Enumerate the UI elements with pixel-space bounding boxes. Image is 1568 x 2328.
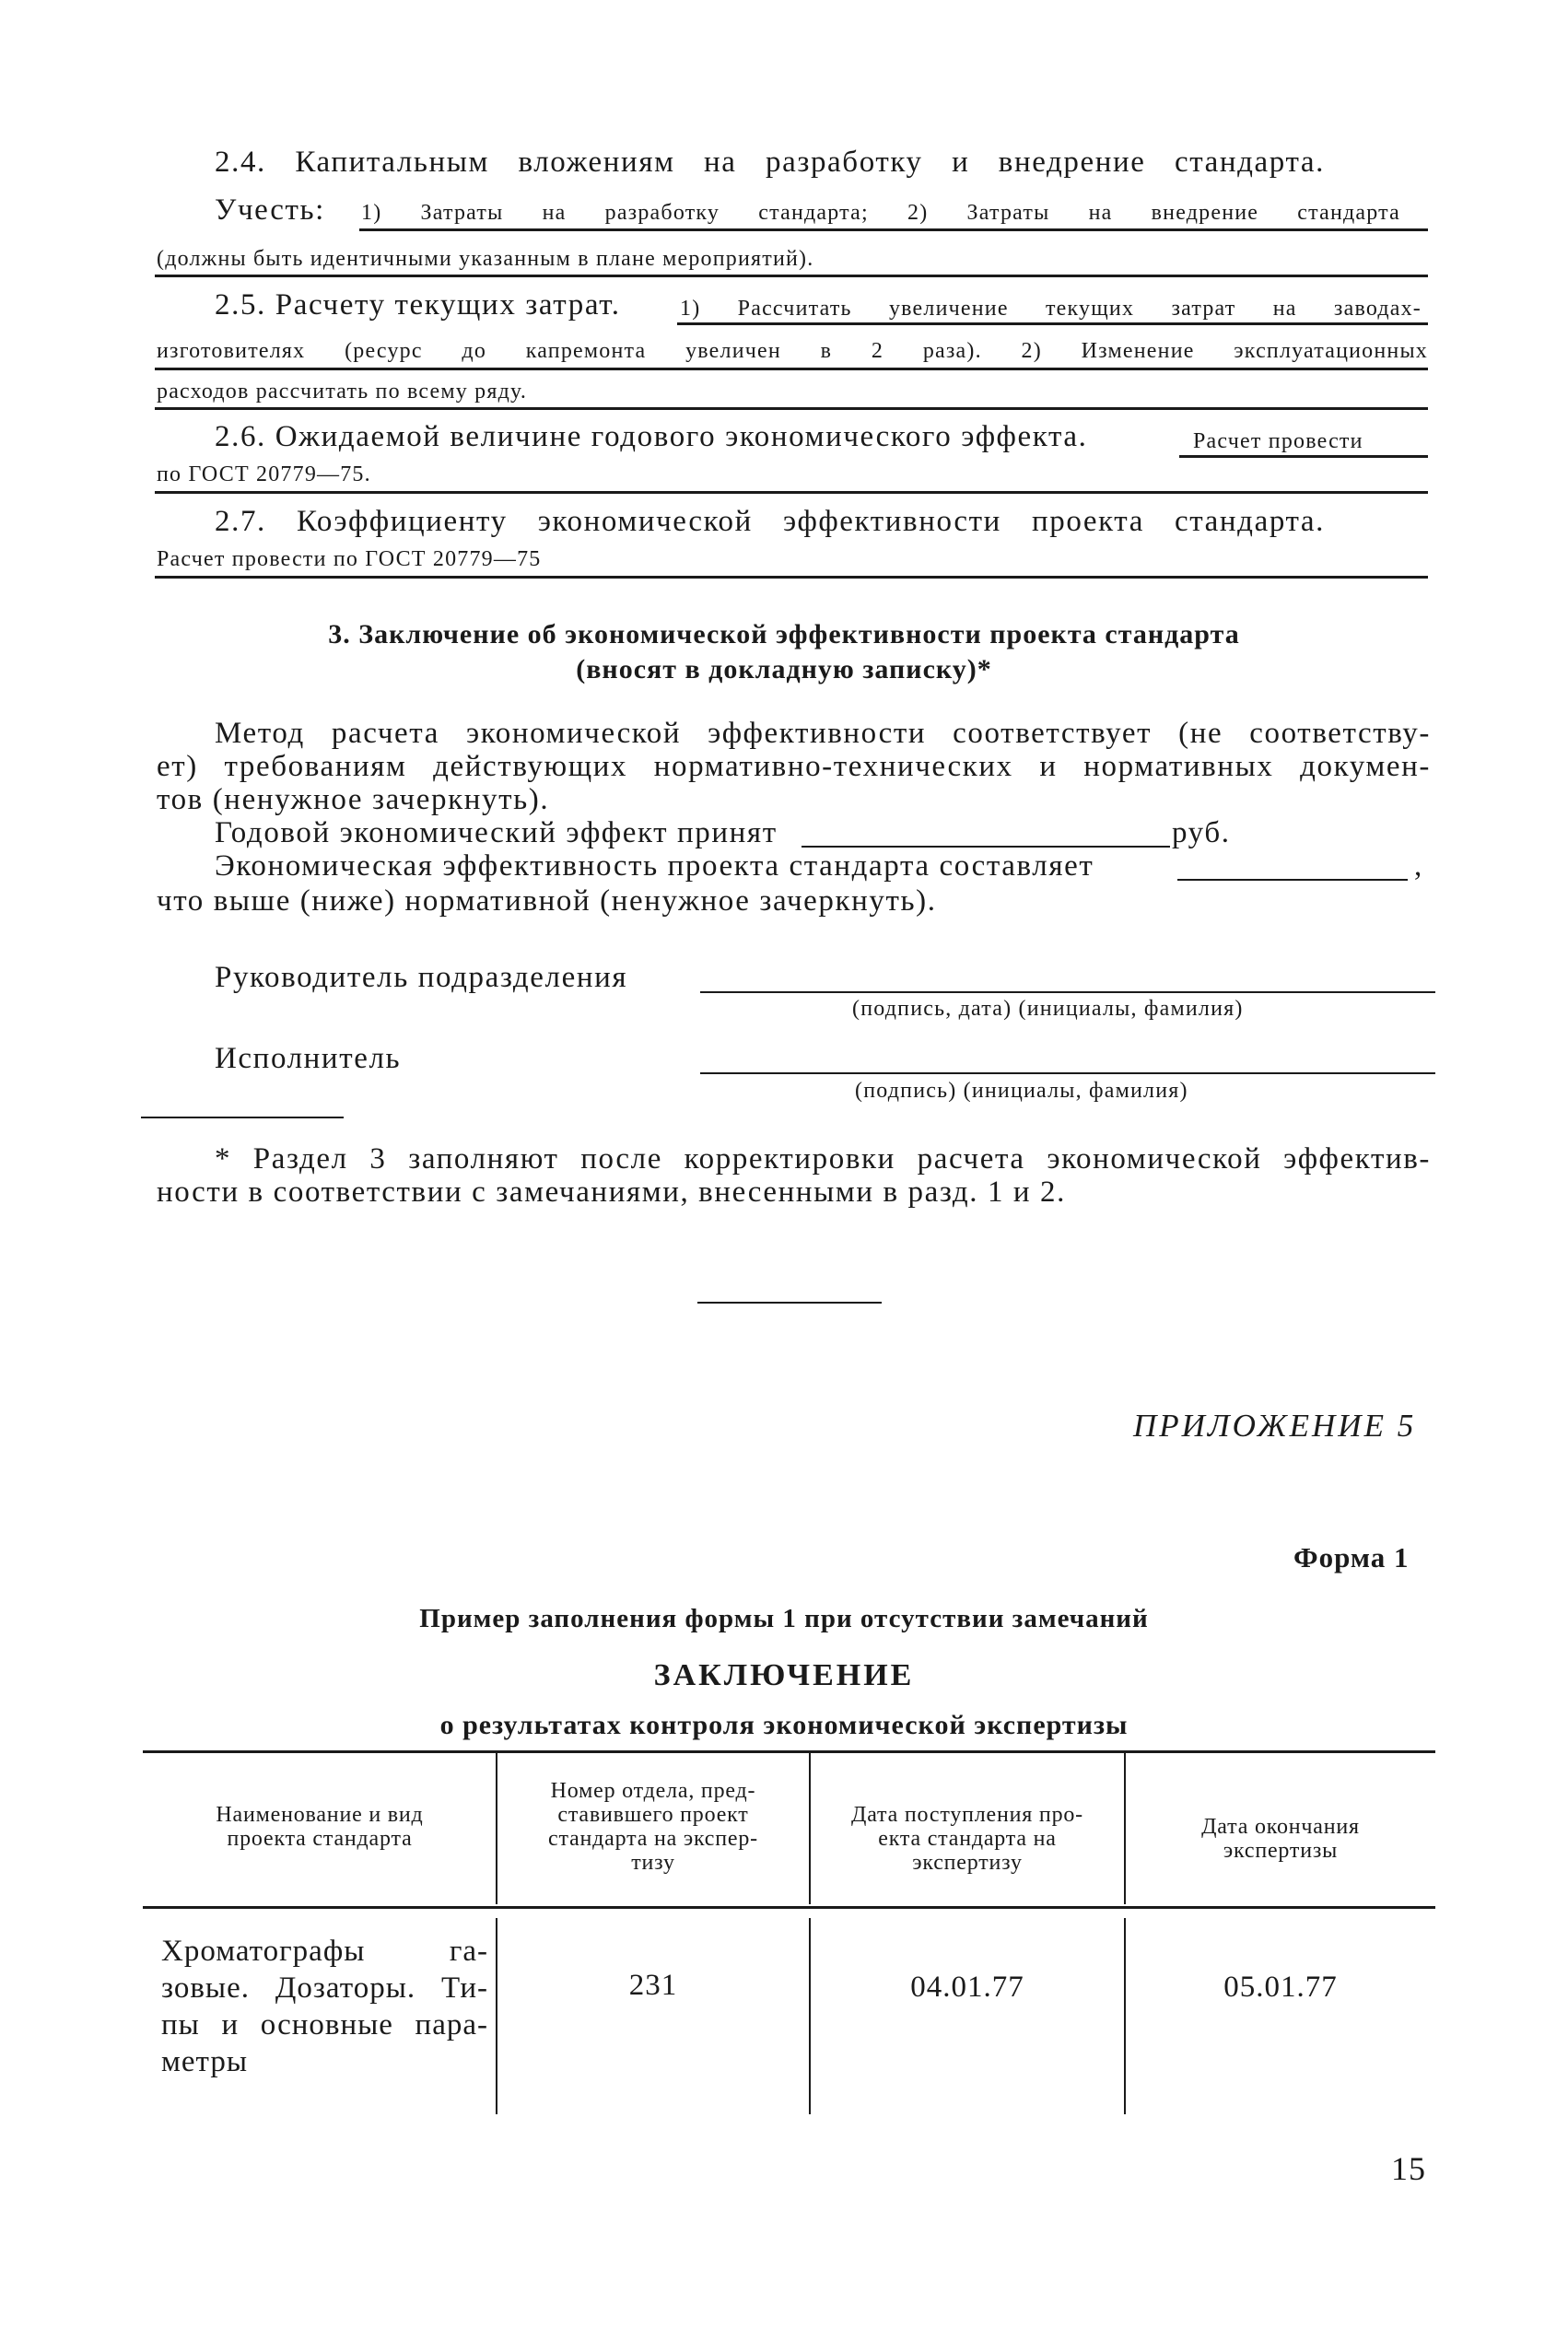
fill-line — [359, 228, 1428, 231]
table-header-cell — [147, 1803, 492, 1851]
document-title: ЗАКЛЮЧЕНИЕ — [653, 1658, 915, 1692]
table-col-divider — [1124, 1918, 1126, 2114]
example-heading: Пример заполнения формы 1 при отсутствии замечаний — [419, 1604, 1149, 1633]
item-2-7-fill: Расчет провести по ГОСТ 20779—75 — [157, 547, 542, 571]
efficiency-blank — [1177, 879, 1408, 881]
table-header-cell — [1128, 1815, 1433, 1863]
section-3-title: 3. Заключение об экономической эффективности проекта стандарта — [328, 619, 1240, 649]
efficiency-comma: , — [1414, 849, 1423, 883]
header-text: Наименование и вид — [216, 1803, 424, 1827]
conclusion-line-3: тов (ненужное зачеркнуть). — [157, 783, 550, 816]
signature-head-caption: (подпись, дата) (инициалы, фамилия) — [852, 997, 1244, 1021]
table-row-name — [161, 1933, 488, 2080]
conclusion-line-2: ет) требованиям действующих нормативно-технических и нормативных докумен- — [157, 750, 1431, 783]
table-col-divider — [496, 1918, 497, 2114]
table-row-dept: 231 — [628, 1969, 678, 2002]
row-name-line: зовые. Дозаторы. Ти- — [161, 1971, 488, 2005]
footnote-line-1: * Раздел 3 заполняют после корректировки расчета экономической эффектив- — [215, 1142, 1431, 1176]
signature-executor-label: Исполнитель — [215, 1042, 402, 1075]
page-number: 15 — [1391, 2150, 1426, 2187]
section-divider — [697, 1302, 882, 1304]
footnote-line-2: ности в соответствии с замечаниями, внесенными в разд. 1 и 2. — [157, 1176, 1066, 1209]
signature-executor-caption: (подпись) (инициалы, фамилия) — [855, 1079, 1188, 1103]
header-text: тизу — [631, 1851, 675, 1875]
fill-line — [155, 407, 1428, 410]
table-header-cell — [813, 1803, 1122, 1875]
fill-line — [1179, 455, 1428, 458]
table-col-divider — [1124, 1752, 1126, 1904]
fill-line — [677, 322, 1428, 325]
header-text: Дата поступления про- — [851, 1803, 1083, 1827]
table-col-divider — [809, 1752, 811, 1904]
appendix-label: ПРИЛОЖЕНИЕ 5 — [1133, 1408, 1417, 1444]
footnote-rule — [141, 1117, 344, 1118]
document-subtitle: о результатах контроля экономической экспертизы — [439, 1710, 1129, 1740]
header-text: стандарта на экспер- — [548, 1827, 758, 1851]
item-2-4-note-fill2: (должны быть идентичными указанным в плане мероприятий). — [157, 247, 814, 271]
header-text: экспертизы — [1223, 1839, 1339, 1863]
item-2-4-note-lead: Учесть: — [215, 193, 325, 227]
item-2-5: 2.5. Расчету текущих затрат. — [215, 288, 621, 322]
annual-effect-unit: руб. — [1172, 816, 1231, 849]
table-col-divider — [496, 1752, 497, 1904]
section-3-subtitle: (вносят в докладную записку)* — [576, 654, 992, 684]
annual-effect-label: Годовой экономический эффект принят — [215, 816, 778, 849]
signature-head-label: Руководитель подразделения — [215, 961, 628, 994]
item-2-5-fill: 1) Рассчитать увеличение текущих затрат на заводах- — [680, 297, 1422, 321]
row-name-line: Хроматографы га- — [161, 1935, 488, 1968]
table-col-divider — [809, 1918, 811, 2114]
header-text: проекта стандарта — [227, 1827, 413, 1851]
table-header-border — [143, 1906, 1435, 1909]
header-text: ставившего проект — [557, 1803, 749, 1827]
item-2-6-fill: Расчет провести — [1193, 429, 1363, 453]
efficiency-line-2: что выше (ниже) нормативной (ненужное зачеркнуть). — [157, 884, 937, 918]
item-2-7: 2.7. Коэффициенту экономической эффективности проекта стандарта. — [215, 505, 1325, 538]
header-text: екта стандарта на — [878, 1827, 1057, 1851]
form-label: Форма 1 — [1293, 1541, 1410, 1573]
conclusion-line-1: Метод расчета экономической эффективности соответствует (не соответству- — [215, 717, 1431, 750]
item-2-6-fill2: по ГОСТ 20779—75. — [157, 462, 371, 486]
fill-line — [155, 368, 1428, 370]
item-2-5-fill2: изготовителях (ресурс до капремонта увеличен в 2 раза). 2) Изменение эксплуатационных — [157, 339, 1428, 363]
item-2-6: 2.6. Ожидаемой величине годового экономического эффекта. — [215, 420, 1088, 453]
table-row-finished: 05.01.77 — [1223, 1971, 1338, 2004]
fill-line — [155, 576, 1428, 579]
signature-head-line — [700, 991, 1435, 993]
item-2-4-note-fill: 1) Затраты на разработку стандарта; 2) Затраты на внедрение стандарта — [361, 201, 1400, 225]
table-top-border — [143, 1750, 1435, 1753]
header-text: Номер отдела, пред- — [550, 1779, 756, 1803]
row-name-line: пы и основные пара- — [161, 2008, 488, 2041]
item-2-5-fill3: расходов рассчитать по всему ряду. — [157, 380, 528, 404]
header-text: Дата окончания — [1201, 1815, 1360, 1839]
table-row-received: 04.01.77 — [910, 1971, 1024, 2004]
item-2-4: 2.4. Капитальным вложениям на разработку и внедрение стандарта. — [215, 146, 1325, 179]
row-name-line: метры — [161, 2045, 249, 2078]
table-header-cell — [499, 1779, 807, 1875]
header-text: экспертизу — [912, 1851, 1023, 1875]
fill-line — [155, 491, 1428, 494]
annual-effect-blank — [802, 846, 1170, 848]
signature-executor-line — [700, 1072, 1435, 1074]
efficiency-label: Экономическая эффективность проекта стандарта составляет — [215, 849, 1094, 883]
fill-line — [155, 275, 1428, 277]
